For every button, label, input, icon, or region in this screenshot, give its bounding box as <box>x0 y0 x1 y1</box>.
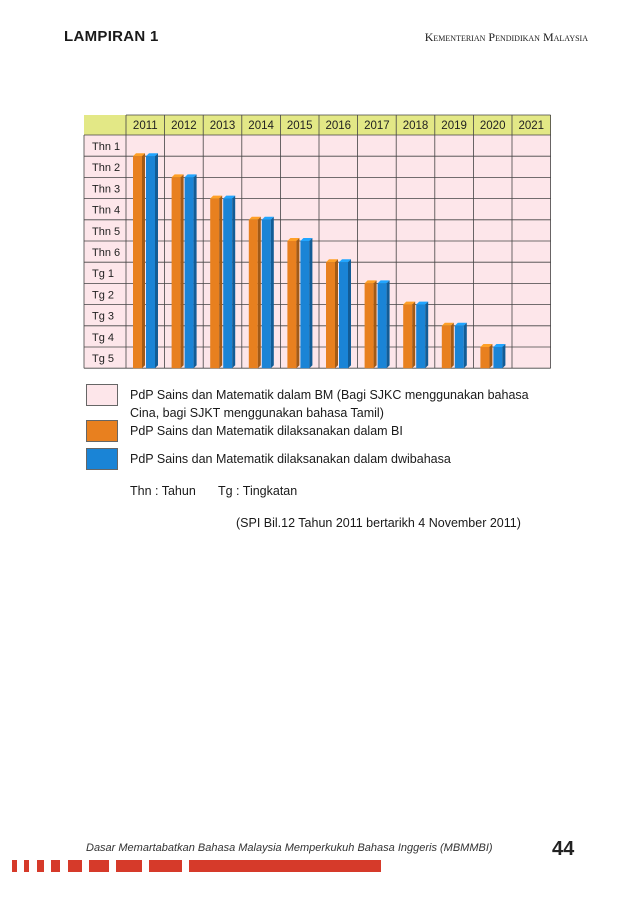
row-label: Thn 1 <box>92 141 121 153</box>
bar-side <box>464 323 467 368</box>
row-label: Tg 2 <box>92 289 115 302</box>
bar-side <box>374 280 377 368</box>
bar <box>365 283 374 368</box>
bar <box>403 305 412 369</box>
row-label: Thn 2 <box>92 162 121 175</box>
legend-label-dual: PdP Sains dan Matematik dilaksanakan dalam dwibahasa <box>130 452 451 466</box>
bar <box>146 156 155 368</box>
row-label: Thn 5 <box>92 225 121 238</box>
year-label: 2014 <box>248 120 274 132</box>
year-label: 2019 <box>441 120 467 132</box>
bar <box>339 262 348 368</box>
abbr-tingkatan: Tg : Tingkatan <box>218 484 298 498</box>
year-label: 2021 <box>518 120 545 132</box>
row-label: Thn 6 <box>92 247 121 259</box>
bar-side <box>219 196 222 369</box>
bar <box>133 156 142 368</box>
bar <box>249 220 258 368</box>
year-label: 2015 <box>286 120 313 132</box>
bar <box>210 199 219 369</box>
year-label: 2016 <box>325 120 352 132</box>
year-label: 2018 <box>402 120 429 132</box>
legend-swatch-dual <box>86 448 118 470</box>
bar-side <box>181 174 184 368</box>
page-number: 44 <box>552 838 575 860</box>
bar <box>493 347 502 368</box>
bar-side <box>451 323 454 368</box>
bar-side <box>232 196 235 369</box>
ministry-name: Kementerian Pendidikan Malaysia <box>424 30 588 44</box>
bar <box>378 283 387 368</box>
abbr-tahun: Thn : Tahun <box>130 484 196 498</box>
bar <box>480 347 489 368</box>
year-label: 2017 <box>364 120 390 132</box>
row-label: Tg 3 <box>92 310 115 323</box>
row-label: Thn 4 <box>92 204 121 217</box>
bar-side <box>412 302 415 369</box>
bar-side <box>387 280 390 368</box>
bar <box>416 305 425 369</box>
bar <box>455 326 464 368</box>
legend-swatch-bi <box>86 420 118 442</box>
bar-side <box>335 259 338 368</box>
legend-swatch-bm <box>86 384 118 406</box>
row-label: Tg 5 <box>92 353 115 365</box>
bar-side <box>309 238 312 368</box>
bar-side <box>425 302 428 369</box>
bar <box>172 177 181 368</box>
bar-side <box>296 238 299 368</box>
bar <box>287 241 296 368</box>
bar <box>300 241 309 368</box>
bar <box>442 326 451 368</box>
year-label: 2020 <box>479 120 506 132</box>
bar-side <box>489 344 492 368</box>
bar-side <box>155 153 158 368</box>
row-label: Tg 4 <box>92 331 115 344</box>
bar-side <box>348 259 351 368</box>
bar <box>223 199 232 369</box>
row-label: Tg 1 <box>92 268 115 281</box>
reference-note: (SPI Bil.12 Tahun 2011 bertarikh 4 November 2011) <box>236 516 521 530</box>
bar <box>262 220 271 368</box>
legend-label-bm: PdP Sains dan Matematik dalam BM (Bagi SJKC menggunakan bahasa Cina, bagi SJKT menggunakan bahasa Tamil) <box>130 388 529 420</box>
year-label: 2012 <box>171 120 197 132</box>
bar-side <box>271 217 274 368</box>
appendix-title: LAMPIRAN 1 <box>64 28 159 45</box>
bar-side <box>194 174 197 368</box>
bar-side <box>502 344 505 368</box>
bar <box>326 262 335 368</box>
legend-label-bi: PdP Sains dan Matematik dilaksanakan dalam BI <box>130 424 403 438</box>
row-label: Thn 3 <box>92 183 121 196</box>
footer-title: Dasar Memartabatkan Bahasa Malaysia Memperkukuh Bahasa Inggeris (MBMMBI) <box>86 842 493 854</box>
year-label: 2011 <box>132 120 158 132</box>
bar-side <box>142 153 145 368</box>
year-label: 2013 <box>209 120 236 132</box>
bar-side <box>258 217 261 368</box>
bar <box>185 177 194 368</box>
